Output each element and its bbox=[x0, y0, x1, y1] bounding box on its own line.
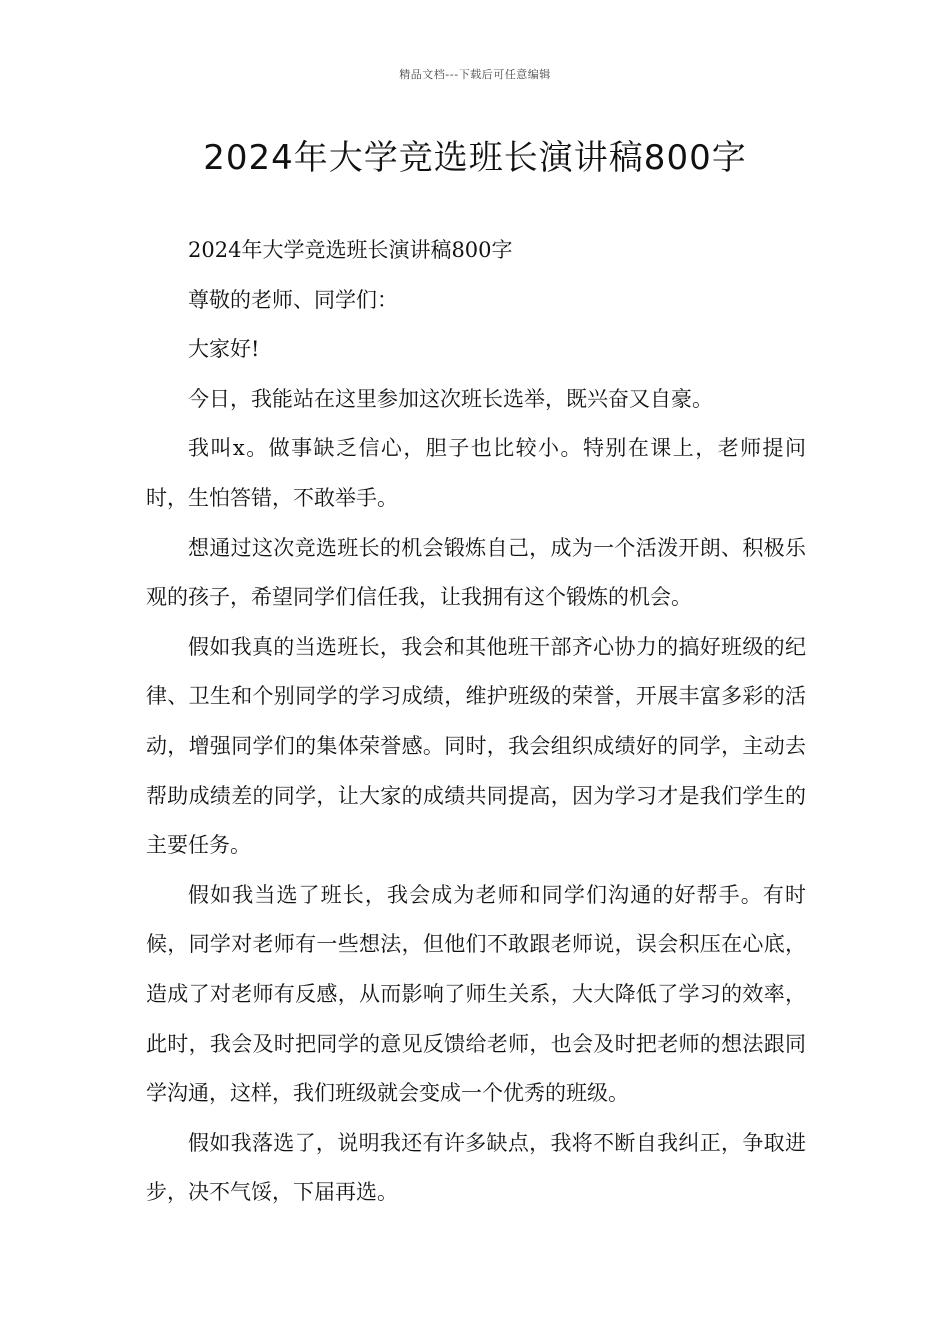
paragraph-plan-if-elected: 假如我真的当选班长，我会和其他班干部齐心协力的搞好班级的纪律、卫生和个别同学的学习成绩，维护班级的荣誉，开展丰富多彩的活动，增强同学们的集体荣誉感。同时，我会组织成绩好的同学，主动去帮助成绩差的同学，让大家的成绩共同提高，因为学习才是我们学生的主要任务。 bbox=[146, 634, 806, 858]
paragraph-repeated-title: 2024年大学竞选班长演讲稿800字 bbox=[188, 238, 513, 262]
paragraph-salutation: 尊敬的老师、同学们： bbox=[188, 287, 398, 312]
document-title: 2024年大学竞选班长演讲稿800字 bbox=[203, 138, 747, 178]
paragraph-self-intro: 我叫x。做事缺乏信心，胆子也比较小。特别在课上，老师提问时，生怕答错，不敢举手。 bbox=[146, 436, 806, 510]
paragraph-communication: 假如我当选了班长，我会成为老师和同学们沟通的好帮手。有时候，同学对老师有一些想法，但他们不敢跟老师说，误会积压在心底，造成了对老师有反感，从而影响了师生关系，大大降低了学习的效率，此时，我会及时把同学的意见反馈给老师，也会及时把老师的想法跟同学沟通，这样，我们班级就会变成一个优秀的班级。 bbox=[146, 882, 806, 1106]
header-note: 精品文档---下载后可任意编辑 bbox=[399, 68, 551, 81]
document-body bbox=[146, 226, 806, 1218]
paragraph-greeting: 大家好! bbox=[188, 337, 260, 362]
paragraph-motivation: 想通过这次竞选班长的机会锻炼自己，成为一个活泼开朗、积极乐观的孩子，希望同学们信任我，让我拥有这个锻炼的机会。 bbox=[146, 535, 806, 610]
paragraph-if-not-elected: 假如我落选了，说明我还有许多缺点，我将不断自我纠正，争取进步，决不气馁，下届再选。 bbox=[146, 1130, 806, 1205]
paragraph-opening: 今日，我能站在这里参加这次班长选举，既兴奋又自豪。 bbox=[188, 386, 713, 411]
